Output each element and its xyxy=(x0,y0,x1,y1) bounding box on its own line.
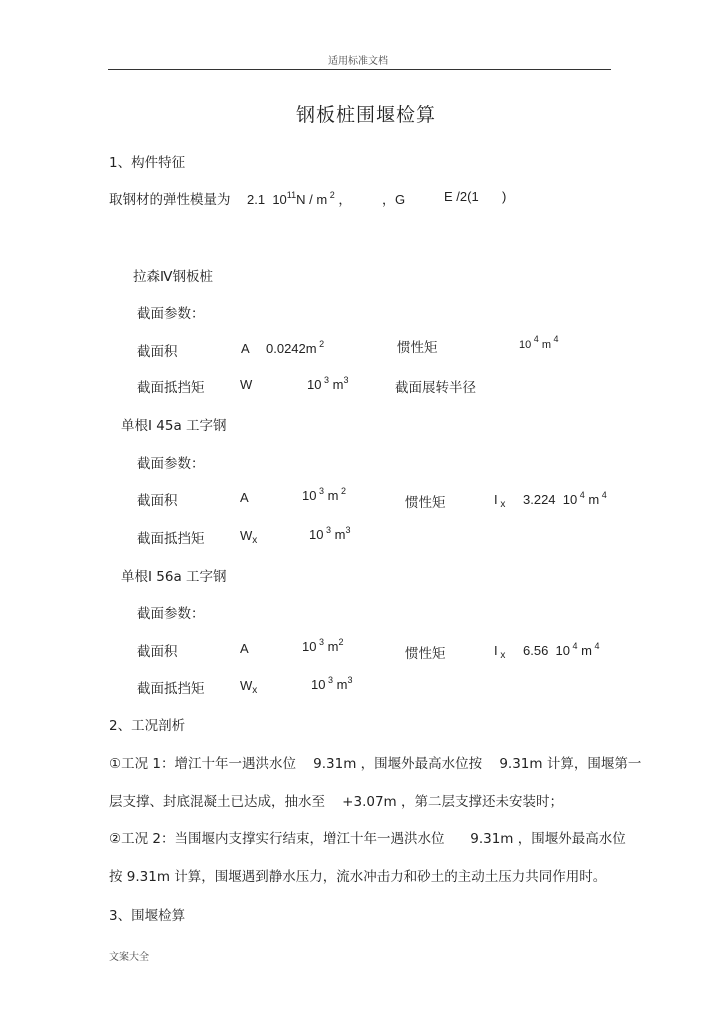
i45-title: 单根Ⅰ 45a 工字钢 xyxy=(121,418,227,434)
i56-inertia-symbol: I $_x$ xyxy=(494,643,506,661)
larsen-area-value: 0.0242m $^2$ xyxy=(266,339,325,356)
i56-modulus-value: 10 $^3$ $m^3$ xyxy=(311,675,353,692)
header-rule xyxy=(108,69,611,70)
larsen-modulus-value: 10 $^3$ $m^3$ xyxy=(307,375,349,392)
page-header: 适用标准文档 xyxy=(328,56,388,67)
larsen-modulus-label: 截面抵挡矩 xyxy=(137,380,205,396)
larsen-title: 拉森Ⅳ钢板桩 xyxy=(133,269,213,285)
i56-inertia-label: 惯性矩 xyxy=(405,646,446,662)
section-1-heading: 1、构件特征 xyxy=(109,155,186,171)
i45-inertia-value: 3.224 10 $^4$ m $^4$ xyxy=(523,490,607,507)
i45-area-label: 截面积 xyxy=(137,493,178,509)
i45-area-value: 10 $^3$ m $^2$ xyxy=(302,486,346,503)
larsen-inertia-value: 10 $^4$ m $^4$ xyxy=(519,334,559,351)
modulus-prefix: 取钢材的弹性模量为 xyxy=(109,192,231,208)
section-2-heading: 2、工况剖析 xyxy=(109,718,186,734)
i45-inertia-symbol: I $_x$ xyxy=(494,492,506,510)
i56-params-label: 截面参数： xyxy=(137,606,205,622)
case-2-line-2: 按 9.31m 计算，围堰遇到静水压力，流水冲击力和砂土的主动土压力共同作用时。 xyxy=(109,869,607,885)
case-1-line-1: ①工况 1：增江十年一遇洪水位 9.31m ，围堰外最高水位按 9.31m 计算，围堰第一 xyxy=(109,756,642,772)
larsen-modulus-symbol: W xyxy=(240,377,253,392)
i56-area-symbol: A xyxy=(240,641,249,656)
larsen-area-symbol: A xyxy=(241,341,250,356)
i45-area-symbol: A xyxy=(240,490,249,505)
section-3-heading: 3、围堰检算 xyxy=(109,908,186,924)
larsen-params-label: 截面参数： xyxy=(137,306,205,322)
i45-modulus-symbol: $W_x$ xyxy=(240,528,258,546)
i56-modulus-label: 截面抵挡矩 xyxy=(137,681,205,697)
i56-area-label: 截面积 xyxy=(137,644,178,660)
larsen-inertia-label: 惯性矩 xyxy=(397,340,438,356)
i56-modulus-symbol: $W_x$ xyxy=(240,678,258,696)
i45-params-label: 截面参数： xyxy=(137,456,205,472)
larsen-area-label: 截面积 xyxy=(137,344,178,360)
i45-modulus-label: 截面抵挡矩 xyxy=(137,531,205,547)
shear-modulus-close: ) xyxy=(502,189,507,204)
i56-area-value: 10 $^3$ $m^2$ xyxy=(302,637,344,654)
i45-modulus-value: 10 $^3$ $m^3$ xyxy=(309,525,351,542)
i56-inertia-value: 6.56 10 $^4$ m $^4$ xyxy=(523,641,600,658)
document-title: 钢板桩围堰检算 xyxy=(296,104,437,126)
case-2-line-1: ②工况 2：当围堰内支撑实行结束，增江十年一遇洪水位 9.31m ，围堰外最高水位 xyxy=(109,831,626,847)
i45-inertia-label: 惯性矩 xyxy=(405,495,446,511)
shear-modulus-formula: E /2(1 xyxy=(444,189,479,204)
larsen-radius-label: 截面展转半径 xyxy=(395,380,476,396)
modulus-value: 2.1 $10^{11}N$ / m $^2$ ， xyxy=(247,190,352,207)
page-footer: 文案大全 xyxy=(109,952,149,963)
i56-title: 单根Ⅰ 56a 工字钢 xyxy=(121,569,227,585)
case-1-line-2: 层支撑、封底混凝土已达成，抽水至 +3.07m ，第二层支撑还未安装时； xyxy=(109,794,563,810)
shear-modulus-g: ，G xyxy=(382,192,406,207)
